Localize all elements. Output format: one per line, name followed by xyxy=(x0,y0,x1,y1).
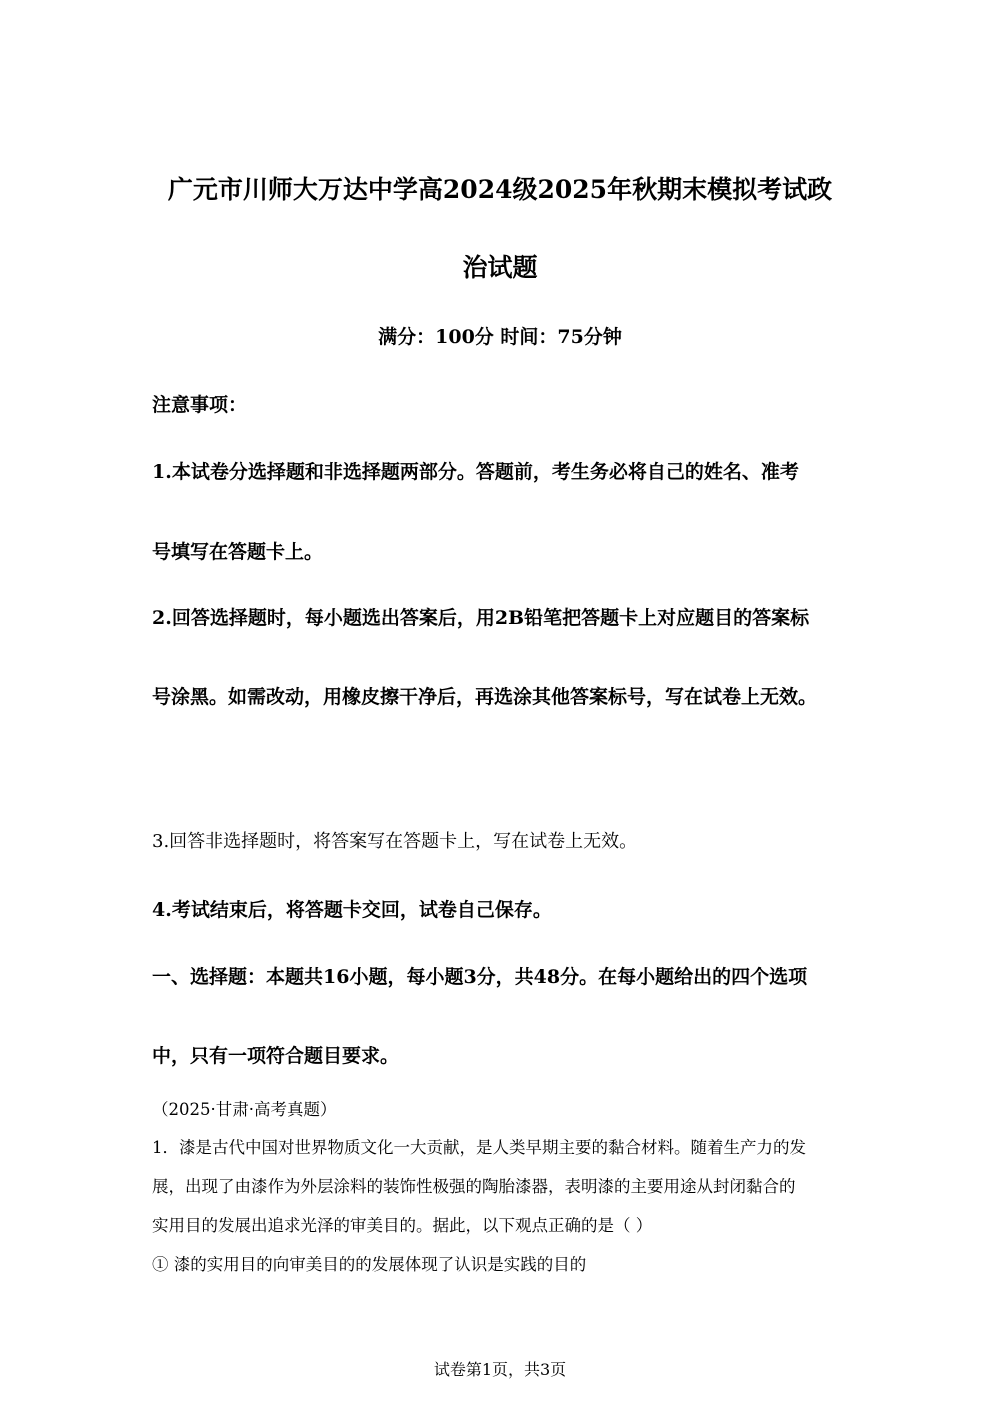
question-1-source: （2025·甘肃·高考真题） xyxy=(152,1100,337,1119)
notice-item-2-line2: 号涂黑。如需改动，用橡皮擦干净后，再选涂其他答案标号，写在试卷上无效。 xyxy=(152,686,818,708)
exam-meta: 满分：100分 时间：75分钟 xyxy=(378,326,622,348)
question-1-option-1: ① 漆的实用目的向审美目的的发展体现了认识是实践的目的 xyxy=(152,1255,587,1274)
section-heading-line2: 中，只有一项符合题目要求。 xyxy=(152,1045,400,1067)
notice-item-4: 4.考试结束后，将答题卡交回，试卷自己保存。 xyxy=(152,899,552,921)
question-1-stem-line2: 展，出现了由漆作为外层涂料的装饰性极强的陶胎漆器，表明漆的主要用途从封闭黏合的 xyxy=(152,1177,796,1196)
section-heading-line1: 一、选择题：本题共16小题，每小题3分，共48分。在每小题给出的四个选项 xyxy=(152,966,808,988)
notice-item-1-line2: 号填写在答题卡上。 xyxy=(152,541,324,563)
notice-item-2-line1: 2.回答选择题时，每小题选出答案后，用2B铅笔把答题卡上对应题目的答案标 xyxy=(152,607,810,629)
notice-item-1-line1: 1.本试卷分选择题和非选择题两部分。答题前，考生务必将自己的姓名、准考 xyxy=(152,461,799,483)
notice-item-3: 3.回答非选择题时，将答案写在答题卡上，写在试卷上无效。 xyxy=(152,831,638,852)
document-title-line2: 治试题 xyxy=(462,253,538,282)
notice-heading: 注意事项： xyxy=(152,394,248,416)
page-footer: 试卷第1页，共3页 xyxy=(433,1360,567,1379)
document-title-line1: 广元市川师大万达中学高2024级2025年秋期末模拟考试政 xyxy=(167,175,833,204)
question-1-stem-line3: 实用目的发展出追求光泽的审美目的。据此，以下观点正确的是（ ） xyxy=(152,1216,653,1235)
question-1-stem-line1: 1．漆是古代中国对世界物质文化一大贡献，是人类早期主要的黏合材料。随着生产力的发 xyxy=(152,1138,806,1157)
